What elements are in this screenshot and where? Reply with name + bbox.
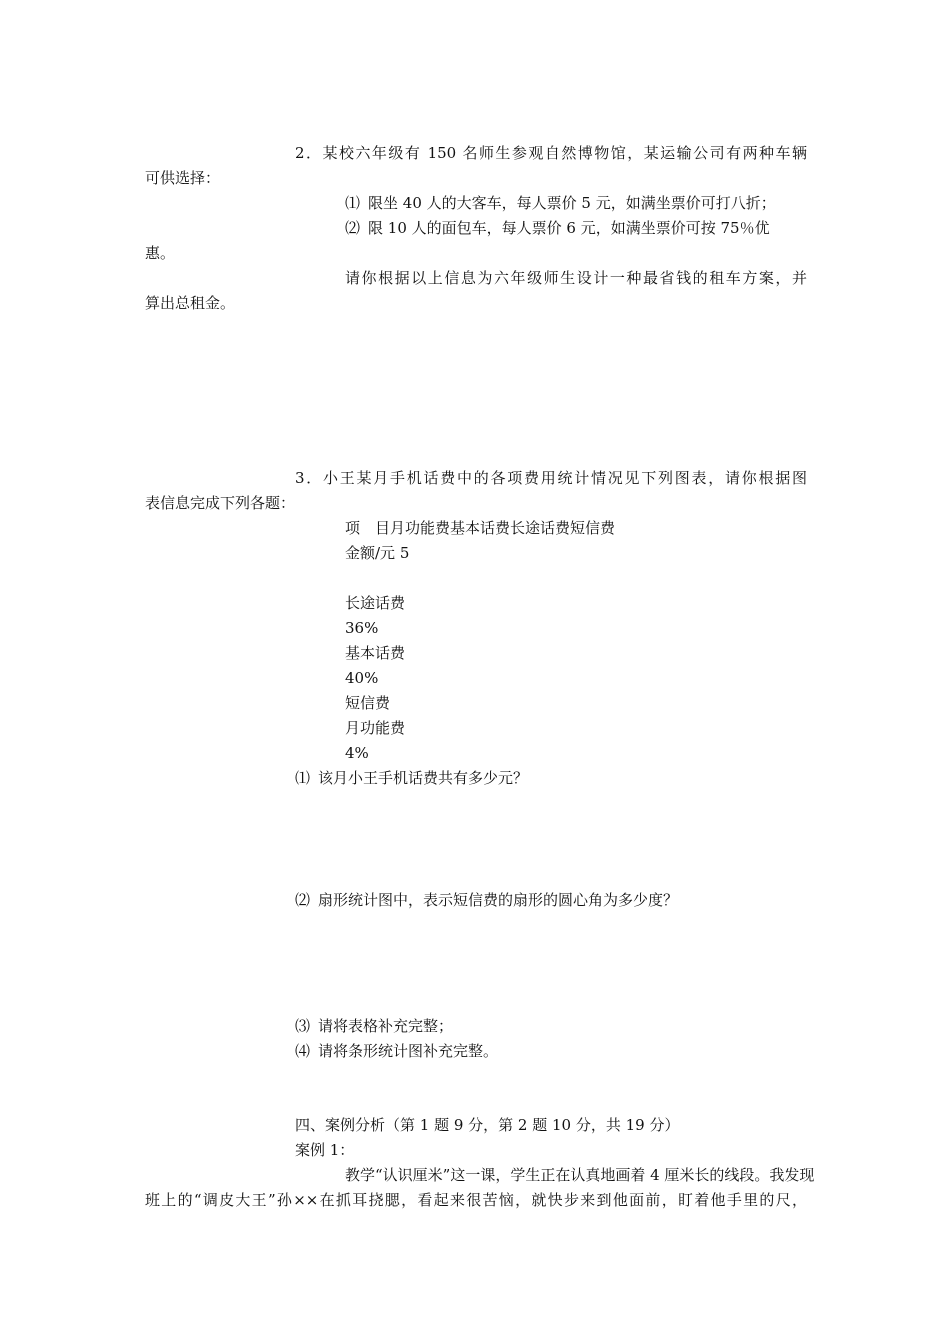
q2-option-1 [345, 193, 807, 213]
q3-table-header: 项 目月功能费基本话费长途话费短信费 [345, 519, 616, 537]
q3-table-row: 金额/元 5 [345, 544, 410, 562]
case-1-label: 案例 1： [295, 1141, 355, 1159]
q3-pie-label-monthly: 月功能费 [345, 719, 406, 737]
q3-pie-value-long-distance: 36% [345, 619, 379, 637]
section-4-heading: 四、案例分析（第 1 题 9 分，第 2 题 10 分，共 19 分） [295, 1116, 680, 1134]
q2-line-2: 可供选择： [145, 169, 221, 187]
case-1-paragraph-line-2: 班上的“调皮大王”孙××在抓耳挠腮，看起来很苦恼，就快步来到他面前，盯着他手里的尺， [145, 1191, 807, 1209]
q3-sub-1-number: ⑴ [295, 769, 311, 787]
q2-line-1: 2．某校六年级有 150 名师生参观自然博物馆，某运输公司有两种车辆 [295, 144, 807, 162]
q3-sub-3-number: ⑶ [295, 1017, 311, 1035]
q3-sub-question-1 [295, 768, 807, 788]
q3-line-2: 表信息完成下列各题： [145, 494, 296, 512]
q2-option-2-continued: 惠。 [145, 244, 176, 262]
q3-pie-value-basic: 40% [345, 669, 379, 687]
q3-sub-question-4 [295, 1041, 807, 1061]
q2-option-2 [345, 218, 807, 238]
q3-sub-2-number: ⑵ [295, 891, 311, 909]
q3-pie-label-basic: 基本话费 [345, 644, 406, 662]
q3-pie-value-monthly: 4% [345, 744, 369, 762]
q2-option-2-text: 限 10 人的面包车，每人票价 6 元，如满坐票价可按 75％优 [368, 219, 770, 237]
q2-option-1-number: ⑴ [345, 194, 361, 212]
case-1-paragraph-line-1: 教学“认识厘米”这一课，学生正在认真地画着 4 厘米长的线段。我发现 [345, 1166, 815, 1184]
q3-sub-question-3 [295, 1016, 807, 1036]
q2-option-2-number: ⑵ [345, 219, 361, 237]
q3-sub-2-text: 扇形统计图中，表示短信费的扇形的圆心角为多少度？ [318, 891, 679, 909]
q3-sub-4-number: ⑷ [295, 1042, 311, 1060]
q3-pie-label-long-distance: 长途话费 [345, 594, 406, 612]
q3-sub-4-text: 请将条形统计图补充完整。 [318, 1042, 499, 1060]
q3-sub-3-text: 请将表格补充完整； [318, 1017, 454, 1035]
q3-pie-label-sms: 短信费 [345, 694, 391, 712]
q3-sub-question-2 [295, 890, 807, 910]
q3-line-1: 3．小王某月手机话费中的各项费用统计情况见下列图表，请你根据图 [295, 469, 807, 487]
q2-option-1-text: 限坐 40 人的大客车，每人票价 5 元，如满坐票价可打八折； [368, 194, 776, 212]
q3-sub-1-text: 该月小王手机话费共有多少元？ [318, 769, 529, 787]
q2-ask-line-2: 算出总租金。 [145, 294, 236, 312]
q2-ask-line-1: 请你根据以上信息为六年级师生设计一种最省钱的租车方案，并 [345, 269, 807, 287]
